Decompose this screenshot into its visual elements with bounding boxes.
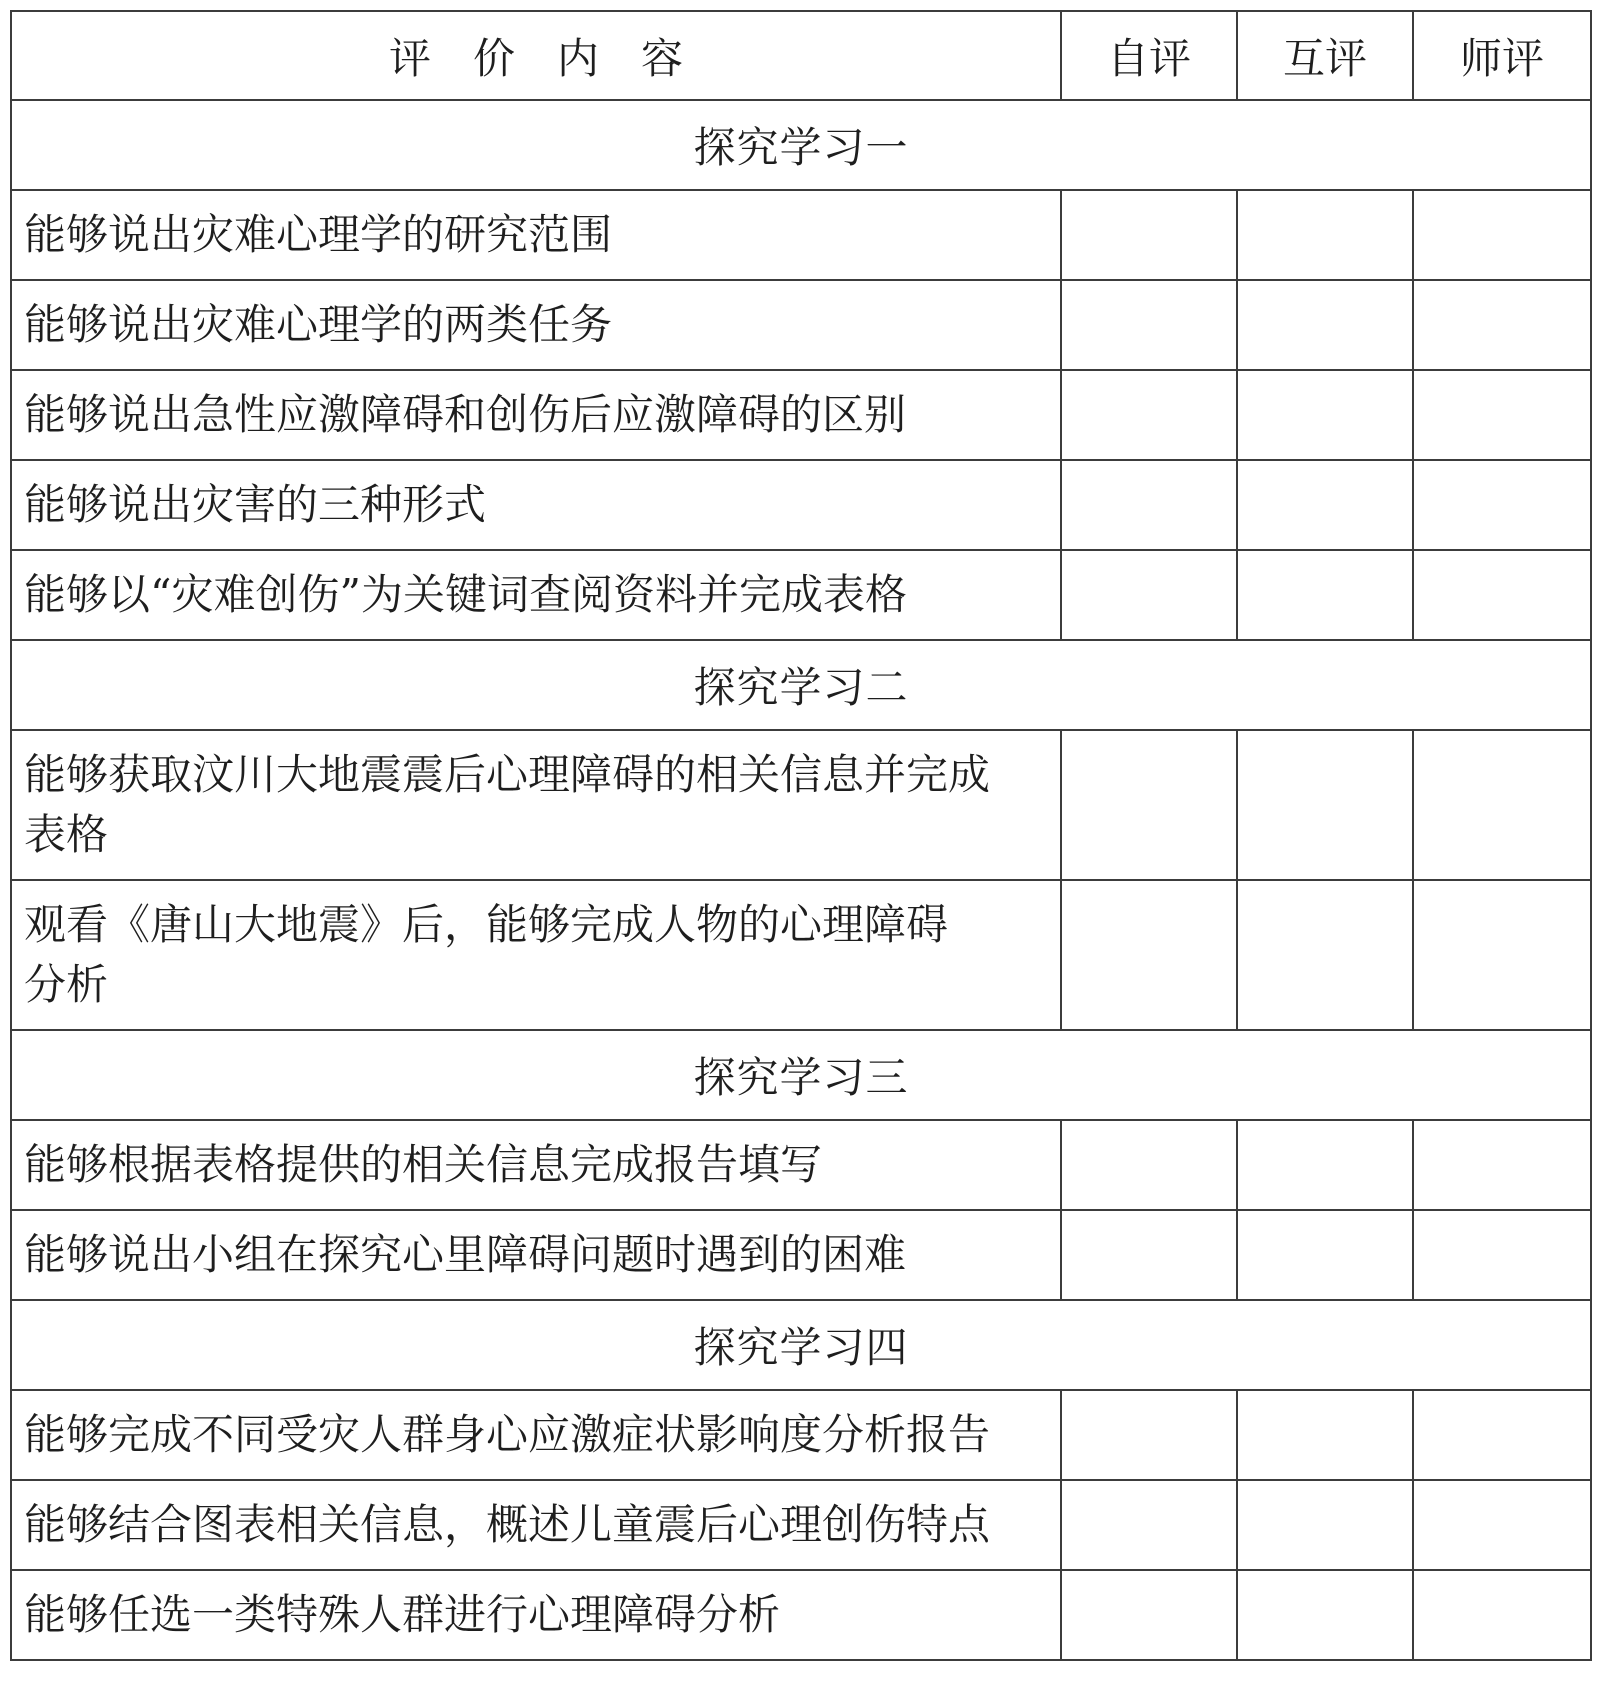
section-row — [11, 1030, 1591, 1120]
peer-eval-cell[interactable] — [1237, 1480, 1413, 1570]
peer-eval-cell[interactable] — [1237, 1120, 1413, 1210]
peer-eval-cell[interactable] — [1237, 1210, 1413, 1300]
teacher-eval-cell[interactable] — [1413, 460, 1591, 550]
self-eval-cell[interactable] — [1061, 1120, 1237, 1210]
teacher-eval-cell[interactable] — [1413, 880, 1591, 1030]
teacher-eval-cell[interactable] — [1413, 730, 1591, 880]
peer-eval-cell[interactable] — [1237, 550, 1413, 640]
criterion-text: 能够说出灾难心理学的研究范围 — [11, 190, 1061, 280]
self-eval-cell[interactable] — [1061, 1570, 1237, 1660]
table-row — [11, 1390, 1591, 1480]
teacher-eval-cell[interactable] — [1413, 370, 1591, 460]
criterion-text: 能够结合图表相关信息，概述儿童震后心理创伤特点 — [11, 1480, 1061, 1570]
header-row — [11, 11, 1591, 100]
section-title: 探究学习二 — [11, 640, 1591, 730]
section-row — [11, 1300, 1591, 1390]
section-row — [11, 640, 1591, 730]
table-row — [11, 460, 1591, 550]
criterion-text: 能够说出小组在探究心里障碍问题时遇到的困难 — [11, 1210, 1061, 1300]
criterion-text: 能够根据表格提供的相关信息完成报告填写 — [11, 1120, 1061, 1210]
self-eval-cell[interactable] — [1061, 370, 1237, 460]
self-eval-cell[interactable] — [1061, 460, 1237, 550]
section-title: 探究学习一 — [11, 100, 1591, 190]
criterion-text: 能够完成不同受灾人群身心应激症状影响度分析报告 — [11, 1390, 1061, 1480]
criterion-text: 能够说出灾害的三种形式 — [11, 460, 1061, 550]
criterion-text: 能够说出急性应激障碍和创伤后应激障碍的区别 — [11, 370, 1061, 460]
peer-eval-cell[interactable] — [1237, 370, 1413, 460]
table-row — [11, 730, 1591, 880]
teacher-eval-cell[interactable] — [1413, 1570, 1591, 1660]
criterion-text: 能够获取汶川大地震震后心理障碍的相关信息并完成 表格 — [11, 730, 1061, 880]
section-row — [11, 100, 1591, 190]
section-title: 探究学习四 — [11, 1300, 1591, 1390]
header-peer-eval: 互评 — [1237, 11, 1413, 100]
self-eval-cell[interactable] — [1061, 1480, 1237, 1570]
peer-eval-cell[interactable] — [1237, 880, 1413, 1030]
evaluation-table — [10, 10, 1592, 1661]
teacher-eval-cell[interactable] — [1413, 1390, 1591, 1480]
criterion-text: 能够以“灾难创伤”为关键词查阅资料并完成表格 — [11, 550, 1061, 640]
teacher-eval-cell[interactable] — [1413, 190, 1591, 280]
header-content: 评价内容 — [11, 11, 1061, 100]
table-row — [11, 1210, 1591, 1300]
table-row — [11, 190, 1591, 280]
teacher-eval-cell[interactable] — [1413, 1210, 1591, 1300]
criterion-text: 观看《唐山大地震》后，能够完成人物的心理障碍 分析 — [11, 880, 1061, 1030]
self-eval-cell[interactable] — [1061, 1390, 1237, 1480]
peer-eval-cell[interactable] — [1237, 280, 1413, 370]
table-row — [11, 280, 1591, 370]
peer-eval-cell[interactable] — [1237, 1390, 1413, 1480]
evaluation-table-container — [10, 10, 1592, 1661]
teacher-eval-cell[interactable] — [1413, 1480, 1591, 1570]
peer-eval-cell[interactable] — [1237, 730, 1413, 880]
table-row — [11, 1120, 1591, 1210]
self-eval-cell[interactable] — [1061, 550, 1237, 640]
peer-eval-cell[interactable] — [1237, 1570, 1413, 1660]
section-title: 探究学习三 — [11, 1030, 1591, 1120]
criterion-text: 能够任选一类特殊人群进行心理障碍分析 — [11, 1570, 1061, 1660]
self-eval-cell[interactable] — [1061, 190, 1237, 280]
teacher-eval-cell[interactable] — [1413, 1120, 1591, 1210]
table-row — [11, 1480, 1591, 1570]
self-eval-cell[interactable] — [1061, 730, 1237, 880]
self-eval-cell[interactable] — [1061, 1210, 1237, 1300]
peer-eval-cell[interactable] — [1237, 190, 1413, 280]
table-row — [11, 880, 1591, 1030]
header-self-eval: 自评 — [1061, 11, 1237, 100]
table-row — [11, 550, 1591, 640]
teacher-eval-cell[interactable] — [1413, 280, 1591, 370]
self-eval-cell[interactable] — [1061, 880, 1237, 1030]
self-eval-cell[interactable] — [1061, 280, 1237, 370]
table-row — [11, 370, 1591, 460]
header-teacher-eval: 师评 — [1413, 11, 1591, 100]
peer-eval-cell[interactable] — [1237, 460, 1413, 550]
criterion-text: 能够说出灾难心理学的两类任务 — [11, 280, 1061, 370]
table-row — [11, 1570, 1591, 1660]
teacher-eval-cell[interactable] — [1413, 550, 1591, 640]
